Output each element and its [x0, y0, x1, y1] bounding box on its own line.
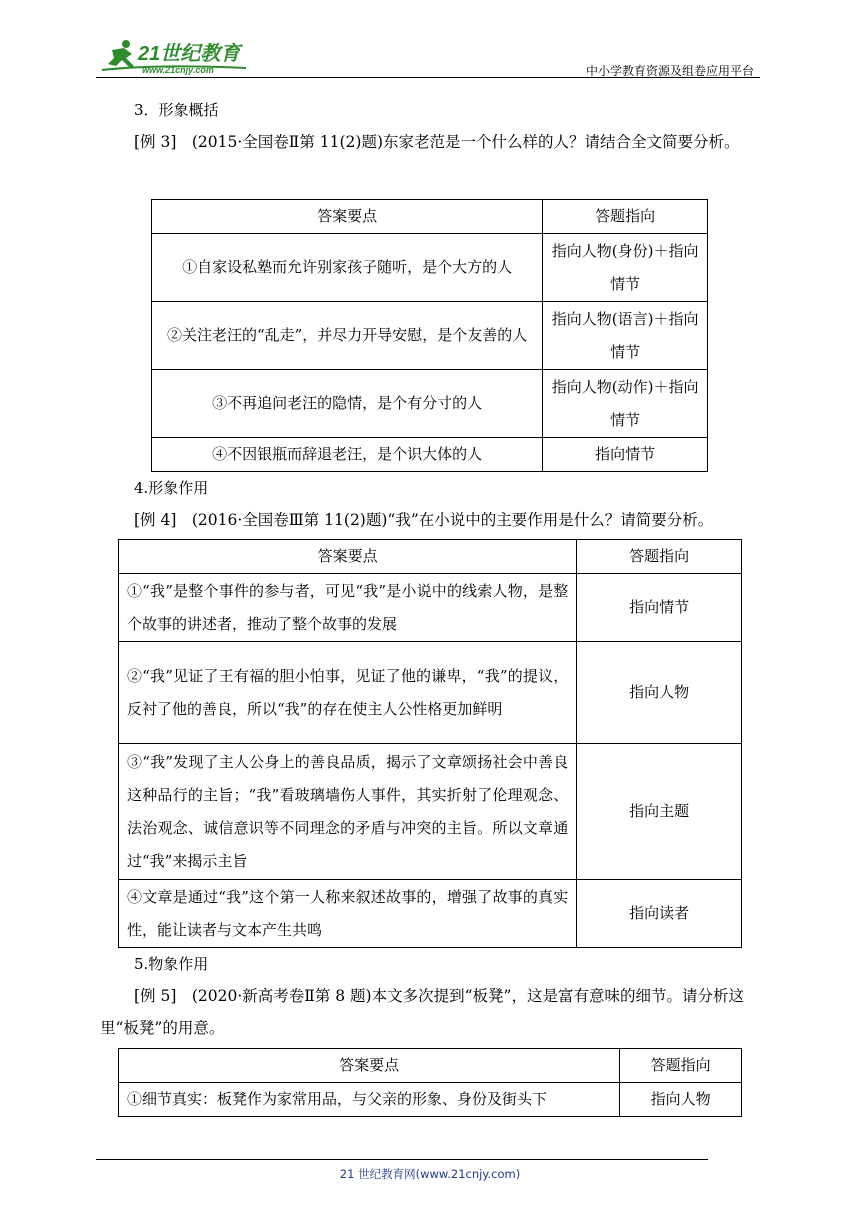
- answer-point-cell: ④不因银瓶而辞退老汪，是个识大体的人: [152, 438, 543, 472]
- section-3-heading: 3．形象概括: [134, 101, 219, 119]
- answer-direction-cell: 指向人物(身份)＋指向情节: [543, 234, 708, 302]
- header-divider: [96, 77, 760, 78]
- answer-direction-cell: 指向读者: [577, 880, 742, 948]
- answer-direction-cell: 指向人物: [620, 1083, 742, 1117]
- logo-url: www.21cnjy.com: [142, 65, 214, 75]
- site-logo: [96, 38, 256, 78]
- table-header-row: [119, 540, 742, 574]
- table-row: [119, 744, 742, 880]
- answer-direction-cell: 指向人物(动作)＋指向情节: [543, 370, 708, 438]
- answer-point-cell: ③“我”发现了主人公身上的善良品质，揭示了文章颂扬社会中善良这种品行的主旨；“我”看玻璃墙伤人事件，其实折射了伦理观念、法治观念、诚信意识等不同理念的矛盾与冲突的主旨。所以文章通过“我”来揭示主旨: [119, 744, 577, 880]
- table-header-row: [119, 1049, 742, 1083]
- example-3-question: [例 3] (2015·全国卷Ⅱ第 11(2)题)东家老范是一个什么样的人？请结合全文简要分析。: [134, 133, 740, 151]
- runner-logo-icon: [96, 38, 256, 78]
- answer-point-cell: ②“我”见证了王有福的胆小怕事，见证了他的谦卑，“我”的提议，反衬了他的善良，所以“我”的存在使主人公性格更加鲜明: [119, 642, 577, 744]
- footer-text: 21 世纪教育网(www.21cnjy.com): [339, 1167, 521, 1181]
- table-row: [152, 302, 708, 370]
- answer-point-cell: ④文章是通过“我”这个第一人称来叙述故事的，增强了故事的真实性，能让读者与文本产生共鸣: [119, 880, 577, 948]
- example-3-table: [151, 199, 708, 472]
- header-platform-name: 中小学教育资源及组卷应用平台: [585, 64, 754, 78]
- table-row: [119, 1083, 742, 1117]
- answer-point-cell: ②关注老汪的“乱走”，并尽力开导安慰，是个友善的人: [152, 302, 543, 370]
- section-4-heading: 4.形象作用: [134, 479, 209, 497]
- table-header-cell: 答题指向: [543, 200, 708, 234]
- answer-direction-cell: 指向主题: [577, 744, 742, 880]
- table-header-cell: 答案要点: [119, 540, 577, 574]
- table-row: [152, 234, 708, 302]
- answer-direction-cell: 指向人物(语言)＋指向情节: [543, 302, 708, 370]
- answer-point-cell: ①自家设私塾而允许别家孩子随听，是个大方的人: [152, 234, 543, 302]
- table-row: [119, 642, 742, 744]
- table-header-cell: 答案要点: [119, 1049, 620, 1083]
- table-header-cell: 答题指向: [620, 1049, 742, 1083]
- example-4-question: [例 4] (2016·全国卷Ⅲ第 11(2)题)“我”在小说中的主要作用是什么？请简要分析。: [134, 511, 714, 529]
- table-header-cell: 答案要点: [152, 200, 543, 234]
- page-header: [96, 38, 760, 78]
- answer-point-cell: ①细节真实：板凳作为家常用品，与父亲的形象、身份及街头下: [119, 1083, 620, 1117]
- example-5-table: [118, 1048, 742, 1117]
- section-5-heading: 5.物象作用: [134, 955, 209, 973]
- table-row: [152, 438, 708, 472]
- answer-direction-cell: 指向情节: [543, 438, 708, 472]
- footer-divider: [96, 1159, 708, 1160]
- example-4-table: [118, 539, 742, 948]
- table-header-row: [152, 200, 708, 234]
- table-header-cell: 答题指向: [577, 540, 742, 574]
- answer-point-cell: ③不再追问老汪的隐情，是个有分寸的人: [152, 370, 543, 438]
- table-row: [152, 370, 708, 438]
- table-row: [119, 574, 742, 642]
- table-row: [119, 880, 742, 948]
- answer-direction-cell: 指向情节: [577, 574, 742, 642]
- example-5-question: [例 5] (2020·新高考卷Ⅱ第 8 题)本文多次提到“板凳”，这是富有意味的细节。请分析这里“板凳”的用意。: [100, 987, 744, 1037]
- logo-text: 21世纪教育: [138, 43, 241, 65]
- answer-direction-cell: 指向人物: [577, 642, 742, 744]
- answer-point-cell: ①“我”是整个事件的参与者，可见“我”是小说中的线索人物，是整个故事的讲述者，推动了整个故事的发展: [119, 574, 577, 642]
